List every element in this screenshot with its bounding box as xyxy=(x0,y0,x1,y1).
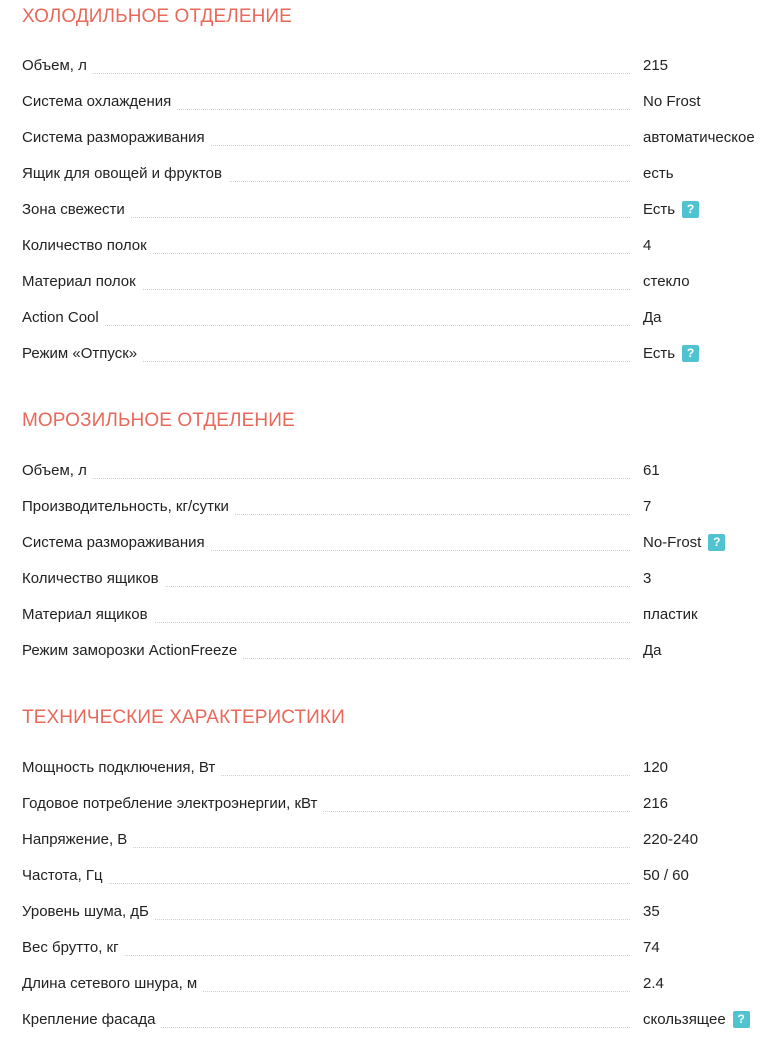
spec-value: 3 xyxy=(643,570,652,587)
spec-value: 2.4 xyxy=(643,975,664,992)
spec-value: 74 xyxy=(643,939,660,956)
spec-value: есть xyxy=(643,165,674,182)
leader-dots xyxy=(30,883,630,884)
spec-value: 61 xyxy=(643,462,660,479)
spec-row xyxy=(0,120,777,156)
section-title: ХОЛОДИЛЬНОЕ ОТДЕЛЕНИЕ xyxy=(22,6,292,27)
spec-label: Уровень шума, дБ xyxy=(22,894,155,930)
spec-label: Зона свежести xyxy=(22,192,131,228)
section-title: ТЕХНИЧЕСКИЕ ХАРАКТЕРИСТИКИ xyxy=(22,707,345,728)
leader-dots xyxy=(30,73,630,74)
spec-value: No Frost xyxy=(643,93,701,110)
spec-label: Режим заморозки ActionFreeze xyxy=(22,633,243,669)
spec-row xyxy=(0,525,777,561)
spec-row xyxy=(0,489,777,525)
spec-label: Режим «Отпуск» xyxy=(22,336,143,372)
spec-value: Да xyxy=(643,309,662,326)
spec-row xyxy=(0,264,777,300)
spec-label: Частота, Гц xyxy=(22,858,109,894)
spec-label: Система охлаждения xyxy=(22,84,177,120)
spec-value: 216 xyxy=(643,795,669,812)
spec-list xyxy=(0,750,777,1038)
spec-value: стекло xyxy=(643,273,690,290)
spec-label: Производительность, кг/сутки xyxy=(22,489,235,525)
spec-list xyxy=(0,453,777,669)
spec-value: Есть ? xyxy=(643,192,699,228)
spec-value: автоматическое xyxy=(643,129,755,146)
spec-value: Да xyxy=(643,642,662,659)
question-icon[interactable]: ? xyxy=(708,534,725,551)
spec-label: Количество ящиков xyxy=(22,561,165,597)
spec-row xyxy=(0,336,777,372)
spec-value: 4 xyxy=(643,237,652,254)
spec-label: Action Cool xyxy=(22,300,105,336)
spec-value: пластик xyxy=(643,606,698,623)
question-icon[interactable]: ? xyxy=(682,345,699,362)
spec-row xyxy=(0,822,777,858)
spec-label: Вес брутто, кг xyxy=(22,930,125,966)
spec-row xyxy=(0,453,777,489)
spec-row xyxy=(0,894,777,930)
spec-label: Система размораживания xyxy=(22,120,211,156)
spec-value: Есть ? xyxy=(643,336,699,372)
spec-value: 7 xyxy=(643,498,652,515)
spec-row xyxy=(0,930,777,966)
spec-row xyxy=(0,228,777,264)
spec-label: Объем, л xyxy=(22,48,93,84)
spec-value: 50 / 60 xyxy=(643,867,689,884)
spec-label: Годовое потребление электроэнергии, кВт xyxy=(22,786,323,822)
spec-label: Напряжение, В xyxy=(22,822,133,858)
spec-label: Ящик для овощей и фруктов xyxy=(22,156,228,192)
spec-value: No-Frost ? xyxy=(643,525,725,561)
spec-label: Крепление фасада xyxy=(22,1002,161,1038)
spec-row xyxy=(0,597,777,633)
question-icon[interactable]: ? xyxy=(733,1011,750,1028)
spec-label: Система размораживания xyxy=(22,525,211,561)
spec-row xyxy=(0,48,777,84)
spec-row xyxy=(0,966,777,1002)
spec-row xyxy=(0,156,777,192)
spec-list xyxy=(0,48,777,372)
section-title: МОРОЗИЛЬНОЕ ОТДЕЛЕНИЕ xyxy=(22,410,295,431)
spec-value: 35 xyxy=(643,903,660,920)
spec-label: Длина сетевого шнура, м xyxy=(22,966,203,1002)
spec-row xyxy=(0,84,777,120)
question-icon[interactable]: ? xyxy=(682,201,699,218)
spec-row xyxy=(0,633,777,669)
spec-value: скользящее ? xyxy=(643,1002,750,1038)
spec-row xyxy=(0,192,777,228)
spec-label: Мощность подключения, Вт xyxy=(22,750,221,786)
spec-label: Объем, л xyxy=(22,453,93,489)
spec-row xyxy=(0,750,777,786)
spec-value: 220-240 xyxy=(643,831,699,848)
spec-value: 215 xyxy=(643,57,669,74)
leader-dots xyxy=(30,478,630,479)
spec-label: Материал ящиков xyxy=(22,597,154,633)
spec-label: Количество полок xyxy=(22,228,153,264)
spec-row xyxy=(0,300,777,336)
spec-label: Материал полок xyxy=(22,264,142,300)
spec-value: 120 xyxy=(643,759,669,776)
leader-dots xyxy=(30,325,630,326)
spec-row xyxy=(0,1002,777,1038)
spec-row xyxy=(0,561,777,597)
spec-row xyxy=(0,858,777,894)
spec-row xyxy=(0,786,777,822)
